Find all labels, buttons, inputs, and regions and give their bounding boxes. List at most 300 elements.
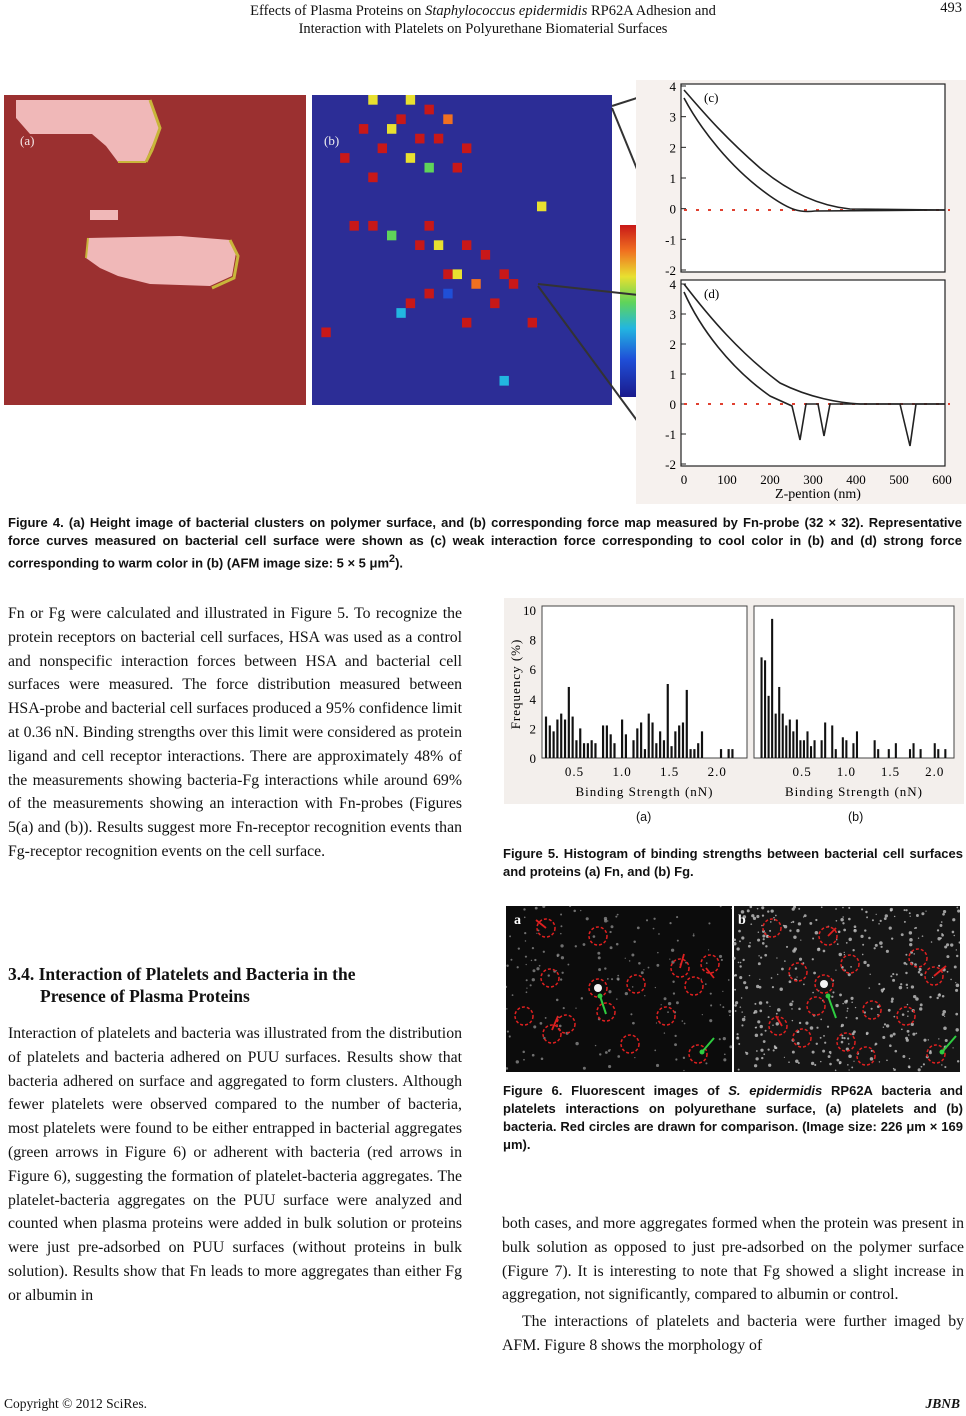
fluor-speck bbox=[847, 1037, 849, 1039]
fluor-speck bbox=[869, 987, 870, 988]
fluor-speck bbox=[881, 946, 883, 948]
force-map-cell bbox=[443, 114, 452, 124]
fluor-speck bbox=[884, 917, 887, 920]
histogram-bar bbox=[568, 687, 570, 758]
fluor-speck bbox=[779, 988, 782, 991]
y-tick-label: 1 bbox=[669, 367, 676, 382]
fluor-speck bbox=[812, 1051, 815, 1054]
force-map-cell bbox=[406, 298, 415, 308]
force-map-cell bbox=[387, 124, 396, 134]
fluor-speck bbox=[654, 1049, 656, 1051]
fluor-speck bbox=[761, 906, 764, 909]
histogram-bar bbox=[912, 743, 914, 758]
fluor-speck bbox=[835, 1004, 838, 1007]
fluor-speck bbox=[871, 1008, 873, 1010]
histogram-bar bbox=[845, 740, 847, 758]
fluor-speck bbox=[952, 931, 955, 934]
fluor-speck bbox=[734, 975, 736, 977]
histogram-bar bbox=[944, 749, 946, 758]
fluor-speck bbox=[676, 1001, 679, 1004]
fluor-speck bbox=[762, 934, 765, 937]
fluor-speck bbox=[854, 925, 857, 928]
y-axis-label: Frequency (%) bbox=[508, 638, 523, 730]
fluor-speck bbox=[560, 933, 562, 935]
fluor-speck bbox=[583, 1067, 586, 1070]
left-paragraph-2 bbox=[8, 1022, 462, 1308]
fluor-speck bbox=[586, 917, 589, 920]
fluor-speck bbox=[886, 1059, 888, 1061]
fluor-speck bbox=[866, 916, 868, 918]
histogram-bar bbox=[556, 720, 558, 758]
histogram-bar bbox=[785, 725, 787, 758]
fluor-speck bbox=[771, 909, 774, 912]
histogram-bar bbox=[693, 749, 695, 758]
fluor-speck bbox=[954, 965, 957, 968]
fluor-speck bbox=[536, 967, 539, 970]
fluor-speck bbox=[941, 921, 943, 923]
fluor-speck bbox=[664, 1032, 665, 1033]
histogram-bar bbox=[583, 743, 585, 758]
histogram-bar bbox=[701, 731, 703, 758]
fluor-speck bbox=[760, 1033, 763, 1036]
height-image bbox=[4, 95, 306, 405]
fluor-speck bbox=[848, 1054, 852, 1058]
fluor-speck bbox=[509, 1035, 511, 1037]
fluor-speck bbox=[844, 952, 845, 953]
fluor-speck bbox=[856, 1017, 859, 1020]
fluor-speck bbox=[681, 1020, 683, 1022]
fluor-speck bbox=[653, 928, 655, 930]
fluor-speck bbox=[738, 1043, 740, 1045]
force-map bbox=[312, 95, 612, 405]
fluor-speck bbox=[749, 975, 750, 976]
fluor-speck bbox=[733, 942, 736, 945]
force-map-cell bbox=[425, 289, 434, 299]
fluor-speck bbox=[872, 919, 874, 921]
fluor-speck bbox=[902, 1013, 905, 1016]
histogram-bar bbox=[670, 746, 672, 758]
fluor-speck bbox=[839, 953, 842, 956]
fluor-speck bbox=[759, 1010, 762, 1013]
fluor-speck bbox=[617, 978, 619, 980]
fluor-speck bbox=[561, 956, 564, 959]
y-tick-label: 3 bbox=[669, 109, 676, 125]
fluor-speck bbox=[891, 998, 894, 1001]
fluor-speck bbox=[749, 942, 751, 944]
fluor-speck bbox=[955, 989, 958, 992]
fluor-speck bbox=[633, 941, 635, 943]
fluor-speck bbox=[947, 971, 949, 973]
fluor-speck bbox=[768, 1016, 770, 1018]
force-map-cell bbox=[340, 153, 349, 163]
fluor-speck bbox=[756, 1050, 758, 1052]
force-map-cell bbox=[500, 376, 509, 386]
fluor-speck bbox=[708, 949, 709, 950]
fluor-speck bbox=[795, 967, 797, 969]
fluor-speck bbox=[733, 938, 736, 941]
histogram-bar bbox=[572, 717, 574, 758]
fluor-speck bbox=[667, 1011, 669, 1013]
fluor-speck bbox=[880, 920, 882, 922]
caption-superscript: 2 bbox=[389, 553, 396, 565]
fluor-speck bbox=[793, 935, 796, 938]
fluor-speck bbox=[632, 1022, 635, 1025]
fluor-speck bbox=[920, 973, 923, 976]
fluor-speck bbox=[530, 984, 532, 986]
fluor-speck bbox=[753, 1012, 755, 1014]
y-tick-label: 0 bbox=[529, 751, 536, 766]
fluor-speck bbox=[812, 992, 814, 994]
y-tick-label: 6 bbox=[529, 662, 536, 678]
fluor-speck bbox=[526, 987, 527, 988]
fluor-speck bbox=[767, 910, 769, 912]
fluor-speck bbox=[738, 962, 740, 964]
fluor-speck bbox=[888, 1009, 891, 1012]
histogram-bar bbox=[648, 714, 650, 758]
fluor-speck bbox=[798, 922, 801, 925]
fluor-speck bbox=[724, 1053, 726, 1055]
fluor-speck bbox=[754, 1003, 756, 1005]
histogram-bar bbox=[782, 714, 784, 758]
fluor-speck bbox=[865, 911, 867, 913]
fluor-speck bbox=[583, 943, 586, 946]
histogram-bar bbox=[549, 725, 551, 758]
fluor-speck bbox=[771, 977, 773, 979]
fluor-speck bbox=[773, 1049, 775, 1051]
fluor-speck bbox=[573, 910, 576, 913]
fluor-speck bbox=[846, 1000, 848, 1002]
fluor-speck bbox=[765, 1030, 767, 1032]
fluor-speck bbox=[524, 917, 526, 919]
histogram-bar bbox=[799, 740, 801, 758]
fluor-speck bbox=[646, 919, 648, 921]
fluor-speck bbox=[526, 979, 528, 981]
fluor-speck bbox=[890, 975, 892, 977]
fluor-speck bbox=[867, 964, 870, 967]
figure-5-graphic bbox=[502, 598, 964, 808]
paragraph-text-2: Interaction of platelets and bacteria was illustrated from the distribution of platelets and bacteria adhered on PUU surfaces. Results show that bacteria adhered on surface and aggregated to form clusters. Although fewer platelets were observed compared to the number of bacteria, most platelets were found to be either entrapped in bacterial aggregates (green arrows in Figure 6) or adherent with bacteria (red arrows in Figure 6), suggesting the formation of platelet-bacteria aggregates. The platelet-bacteria aggregates on the PUU surface were analyzed and counted when plasma proteins were added in bulk solution or proteins were just pre-adsorbed on PUU surfaces (without proteins in bulk solution). Results show that Fn leads to more aggregates than either Fg or albumin in bbox=[8, 1025, 462, 1304]
histogram-bar bbox=[895, 743, 897, 758]
fluor-speck bbox=[745, 1052, 748, 1055]
fluor-speck bbox=[913, 995, 916, 998]
right-paragraph-1 bbox=[502, 1212, 964, 1307]
fluor-speck bbox=[740, 1006, 742, 1008]
fluor-speck bbox=[761, 1057, 763, 1059]
fluor-speck bbox=[760, 1025, 763, 1028]
fluor-speck bbox=[931, 941, 933, 943]
fluor-speck bbox=[892, 979, 895, 982]
fluor-speck bbox=[769, 930, 771, 932]
fluor-speck bbox=[915, 1033, 917, 1035]
fluor-speck bbox=[798, 1062, 800, 1064]
fluor-speck bbox=[684, 1023, 686, 1025]
fluor-speck bbox=[760, 956, 762, 958]
fluor-speck bbox=[848, 938, 851, 941]
fluor-speck bbox=[913, 953, 915, 955]
fluor-speck bbox=[557, 955, 559, 957]
fluor-speck bbox=[817, 948, 820, 951]
fluor-speck bbox=[748, 945, 751, 948]
fluor-speck bbox=[761, 925, 763, 927]
fluor-speck bbox=[798, 1008, 801, 1011]
fluor-speck bbox=[506, 1008, 507, 1009]
fluor-speck bbox=[543, 951, 545, 953]
fluor-speck bbox=[526, 991, 528, 993]
fluor-speck bbox=[942, 913, 945, 916]
force-map-cell bbox=[425, 105, 434, 115]
force-map-cell bbox=[368, 221, 377, 231]
fluor-speck bbox=[851, 1066, 853, 1068]
y-tick-label: -2 bbox=[665, 263, 676, 278]
histogram-bar bbox=[663, 740, 665, 758]
fluor-speck bbox=[791, 1008, 793, 1010]
fluor-speck bbox=[776, 957, 777, 958]
histogram-bar bbox=[842, 737, 844, 758]
force-map-cell bbox=[415, 134, 424, 144]
fluor-speck bbox=[763, 1040, 766, 1043]
fluor-speck bbox=[821, 906, 823, 908]
fluor-speck bbox=[758, 931, 759, 932]
force-map-cell bbox=[415, 240, 424, 250]
fluor-speck bbox=[607, 978, 609, 980]
fluor-speck bbox=[941, 934, 944, 937]
fluor-speck bbox=[532, 1054, 535, 1057]
fluor-speck bbox=[656, 964, 659, 967]
fluor-speck bbox=[870, 1057, 874, 1061]
panel-a-label-fig6: a bbox=[514, 913, 521, 928]
fluor-speck bbox=[784, 1057, 785, 1058]
fluor-speck bbox=[792, 921, 794, 923]
panel-b-label-fig6: b bbox=[738, 913, 746, 928]
fluor-speck bbox=[950, 979, 952, 981]
right-paragraph-1-text: both cases, and more aggregates formed when the protein was present in bulk solution as opposed to just pre-adsorbed on the polymer surface (Figure 7). It is interesting to note that Fg showed a slight increase in aggregation, not significantly, compared to albumin or control. bbox=[502, 1215, 964, 1304]
fluor-speck bbox=[742, 959, 744, 961]
fluor-speck bbox=[816, 1027, 818, 1029]
fluor-speck bbox=[903, 962, 906, 965]
fluor-speck bbox=[832, 991, 834, 993]
green-arrowhead bbox=[826, 994, 831, 999]
fluor-speck bbox=[777, 1008, 781, 1012]
figure-4-caption-text: Figure 4. (a) Height image of bacterial clusters on polymer surface, and (b) corresponding force map measured by Fn-probe (32 × 32). Representative force curves measured on bacterial cell surface were shown as (c) weak interaction force corresponding to cool color in (b) and (d) strong force corresponding to warm color in (b) (AFM image size: 5 × 5 μm bbox=[8, 515, 962, 571]
fluor-speck bbox=[906, 984, 908, 986]
fluor-speck bbox=[767, 1049, 769, 1051]
fluor-speck bbox=[848, 918, 851, 921]
fluor-speck bbox=[734, 1004, 737, 1007]
fluor-speck bbox=[683, 1070, 684, 1071]
fluor-speck bbox=[674, 1035, 676, 1037]
header-text: Effects of Plasma Proteins on bbox=[250, 3, 426, 19]
panel-c-label: (c) bbox=[704, 90, 719, 105]
fluor-speck bbox=[840, 918, 843, 921]
fluor-speck bbox=[938, 965, 940, 967]
fluor-speck bbox=[673, 992, 675, 994]
fluor-speck bbox=[918, 1068, 921, 1071]
fluor-speck bbox=[747, 909, 750, 912]
fluor-speck bbox=[598, 968, 601, 971]
fluor-speck bbox=[772, 986, 774, 988]
fluor-speck bbox=[955, 1028, 958, 1031]
x-axis-label: Binding Strength (nN) bbox=[575, 784, 714, 799]
fluor-speck bbox=[581, 997, 583, 999]
fluor-speck bbox=[625, 958, 626, 959]
fluor-speck bbox=[722, 991, 723, 992]
fluor-speck bbox=[655, 987, 656, 988]
figure-4 bbox=[0, 78, 966, 508]
fluor-speck bbox=[774, 1046, 777, 1049]
force-map-cell bbox=[425, 163, 434, 173]
fluor-speck bbox=[879, 941, 883, 945]
fluor-speck bbox=[937, 929, 939, 931]
fluor-speck bbox=[567, 964, 569, 966]
fluor-speck bbox=[804, 914, 807, 917]
fluor-speck bbox=[784, 960, 786, 962]
fluor-speck bbox=[918, 971, 921, 974]
right-paragraph-2-text: The interactions of platelets and bacteria were further imaged by AFM. Figure 8 shows the morphology of bbox=[502, 1313, 964, 1354]
fluor-speck bbox=[811, 1062, 814, 1065]
fluor-speck bbox=[739, 976, 742, 979]
y-tick-label: 4 bbox=[669, 79, 676, 94]
fluor-speck bbox=[841, 1041, 844, 1044]
paragraph-text: Fn or Fg were calculated and illustrated in Figure 5. To recognize the protein receptors on bacterial cell surfaces, HSA was used as a control and nonspecific interaction forces between HSA and bacterial cell surfaces were measured. The force distribution measured between HSA-probe and bacterial cell surfaces produced a 95% confidence limit at 0.36 nN. Binding strengths over this limit were considered as protein ligand and cell receptor interactions. There are approximately 48% of the measurements showing bacteria-Fg interactions while around 69% of the measurements showing an interaction with Fn-probes (Figures 5(a) and (b)). Results suggest more Fn-receptor recognition events than Fg-receptor recognition events on the cell surface. bbox=[8, 605, 462, 860]
fluor-speck bbox=[560, 944, 563, 947]
fluor-speck bbox=[862, 944, 864, 946]
fluor-speck bbox=[736, 1033, 738, 1035]
y-tick-label: 0 bbox=[669, 201, 676, 217]
fluor-speck bbox=[560, 913, 562, 915]
force-map-cell bbox=[406, 153, 415, 163]
histogram-bar bbox=[659, 731, 661, 758]
fluor-speck bbox=[702, 1014, 703, 1015]
force-map-cell bbox=[528, 318, 537, 328]
fluor-speck bbox=[608, 1065, 611, 1068]
fluor-speck bbox=[848, 1043, 850, 1045]
force-map-cell bbox=[350, 221, 359, 231]
fluor-speck bbox=[710, 993, 712, 995]
fluor-speck bbox=[918, 938, 919, 939]
fluor-speck bbox=[909, 943, 912, 946]
fluor-speck bbox=[743, 981, 746, 984]
fluor-speck bbox=[773, 917, 775, 919]
fluor-speck bbox=[893, 1033, 896, 1036]
y-tick-label: 1 bbox=[669, 171, 676, 186]
fluor-speck bbox=[523, 1059, 525, 1061]
fluor-speck bbox=[884, 1023, 886, 1025]
fluor-speck bbox=[762, 915, 764, 917]
fluor-speck bbox=[575, 1008, 576, 1009]
fluor-speck bbox=[719, 1038, 721, 1040]
fluor-speck bbox=[929, 996, 931, 998]
histogram-bar bbox=[810, 746, 812, 758]
fluor-speck bbox=[920, 1003, 923, 1006]
fluor-speck bbox=[812, 958, 814, 960]
fluor-speck bbox=[919, 1007, 922, 1010]
fluor-speck bbox=[792, 949, 796, 953]
histogram-bar bbox=[731, 749, 733, 758]
fluor-speck bbox=[820, 1061, 821, 1062]
fluor-speck bbox=[675, 1058, 677, 1060]
x-tick-label: 200 bbox=[760, 472, 780, 487]
fluor-speck bbox=[907, 1004, 909, 1006]
fluor-speck bbox=[824, 1042, 826, 1044]
fluor-speck bbox=[671, 949, 674, 952]
fluor-speck bbox=[757, 908, 759, 910]
histogram-bar bbox=[644, 749, 646, 758]
histogram-bar bbox=[690, 749, 692, 758]
fluor-speck bbox=[936, 997, 938, 999]
fluor-speck bbox=[891, 1000, 894, 1003]
fluor-speck bbox=[705, 983, 707, 985]
fluor-speck bbox=[657, 952, 659, 954]
fluor-speck bbox=[862, 954, 864, 956]
histogram-bar bbox=[602, 725, 604, 758]
fluor-speck bbox=[891, 938, 893, 940]
fluor-speck bbox=[874, 947, 876, 949]
fluor-speck bbox=[758, 962, 761, 965]
fluor-speck bbox=[842, 922, 844, 924]
histogram-bar bbox=[686, 690, 688, 758]
fluor-speck bbox=[823, 950, 826, 953]
fluor-speck bbox=[800, 939, 801, 940]
figure-5-caption: Figure 5. Histogram of binding strengths between bacterial cell surfaces and proteins (a) Fn, and (b) Fg. bbox=[503, 846, 963, 879]
histogram-bar bbox=[831, 725, 833, 758]
fluor-speck bbox=[812, 938, 814, 940]
header-species: Staphylococcus epidermidis bbox=[425, 3, 588, 19]
force-map-cell bbox=[453, 269, 462, 279]
fluor-speck bbox=[653, 918, 655, 920]
fluor-speck bbox=[919, 968, 922, 971]
panel-d-label: (d) bbox=[704, 286, 720, 301]
fluor-speck bbox=[644, 995, 645, 996]
fluor-speck bbox=[845, 1017, 847, 1019]
y-tick-label: -2 bbox=[665, 457, 676, 472]
fluor-speck bbox=[525, 956, 527, 958]
fluor-speck bbox=[866, 1033, 868, 1035]
y-tick-label: 4 bbox=[669, 277, 676, 292]
fluor-speck bbox=[559, 1025, 562, 1028]
fluor-speck bbox=[757, 1020, 760, 1023]
fig6-caption-post: RP62A bacteria and platelets interactions on polyurethane surface, (a) platelets and (b) bacteria. Red circles are drawn for comparison. (Image size: 226 μm × 169 μm). bbox=[503, 1083, 963, 1152]
fluor-speck bbox=[835, 970, 836, 971]
fluor-speck bbox=[952, 918, 955, 921]
x-axis-label: Z-pention (nm) bbox=[775, 487, 861, 502]
fluor-speck bbox=[955, 982, 956, 983]
fluor-speck bbox=[916, 914, 919, 917]
fluor-speck bbox=[770, 921, 772, 923]
fluor-speck bbox=[755, 1034, 758, 1037]
histogram-bar bbox=[728, 749, 730, 758]
right-paragraph-2 bbox=[502, 1310, 964, 1358]
fluor-speck bbox=[532, 978, 535, 981]
fluor-speck bbox=[796, 929, 799, 932]
fluor-speck bbox=[842, 907, 844, 909]
fluor-speck bbox=[669, 958, 670, 959]
fluor-speck bbox=[921, 912, 924, 915]
x-tick-label: 0 bbox=[680, 472, 688, 487]
fluor-speck bbox=[532, 947, 534, 949]
histogram-bar bbox=[877, 749, 879, 758]
fluor-speck bbox=[954, 935, 955, 936]
fluor-speck bbox=[762, 942, 765, 945]
fluor-speck bbox=[798, 908, 800, 910]
fluor-speck bbox=[789, 980, 792, 983]
y-tick-label: 0 bbox=[669, 397, 676, 412]
fluor-speck bbox=[876, 914, 877, 915]
fluor-speck bbox=[611, 978, 613, 980]
fluor-speck bbox=[661, 1004, 662, 1005]
fluor-speck bbox=[575, 945, 577, 947]
fluor-speck bbox=[693, 933, 694, 934]
y-tick-label: -1 bbox=[665, 232, 676, 248]
